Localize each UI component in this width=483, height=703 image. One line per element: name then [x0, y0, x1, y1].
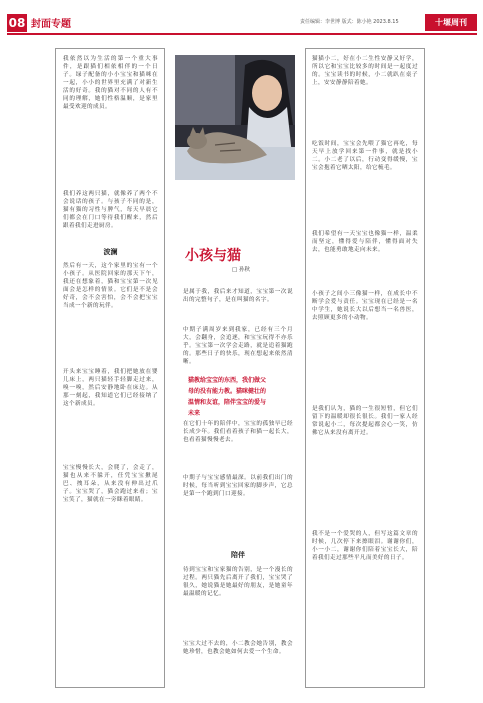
col3-paragraph-2: 吃饭时间，宝宝会先喂了猫它再吃，每天早上放学回来第一件事，就是找小二。小二老了以后，行动变得缓慢，宝宝会抱着它晒太阳，给它梳毛。: [312, 141, 418, 171]
col3-paragraph-1: 猫猫小二，好在小二生性安静又好学，所以它和宝宝比较多的时间是一起度过的。宝宝读书的时候，小二就趴在桌子上，安安静静陪着她。: [312, 56, 418, 86]
editor-meta: 责任编辑：李世博 版式：陈小艳 2023.8.15: [300, 19, 399, 25]
col1-paragraph-4: 开头来宝宝睡着，我们把她放在婴儿床上，两只猫轻手轻脚走过来，嗅一嗅，然后安静地卧在床边。从那一刻起，我知道它们已经接纳了这个新成员。: [63, 369, 158, 407]
col1-paragraph-5: 宝宝慢慢长大，会爬了，会走了，猫也从来不躲开，任凭宝宝揪尾巴、拽耳朵，从来没有伸出过爪子。宝宝哭了，猫会跑过来看；宝宝笑了，猫就在一旁眯着眼睛。: [63, 465, 158, 503]
col2-paragraph-5: 待到宝宝和宝家猫的告别，是一个漫长的过程。两只猫先后离开了我们，宝宝哭了很久，她说猫是她最好的朋友，是她童年最温暖的记忆。: [183, 567, 293, 597]
col1-paragraph-3: 然后有一天，这个家里的宝有一个小孩子。从医院回家的那天下午，我还在想象着，猫和宝宝第一次见面会是怎样的情景。它们是不是会好奇，会不会害怕，会不会把宝宝当成一个新的玩伴。: [63, 263, 158, 309]
col2-paragraph-3: 在它们十年的陪伴中，宝宝的孤独早已经长成少年。我们看着孩子和猫一起长大，也看着猫慢慢老去。: [183, 421, 293, 443]
col1-paragraph-1: 我依然以为生活的第一个重大事件，是跟猫们相依相伴的一个日子。绿子配备的小小宝宝和猫咪在一起，小小的世界里充满了对新生活的好奇。我的猫对不同的人有不同的理解，她们性格温顺，是家里最受欢迎的成员。: [63, 56, 158, 110]
article-title: 小孩与猫: [185, 248, 241, 264]
col1-paragraph-2: 我们养这两只猫，就像养了两个不会说话的孩子。与孩子不同的是，猫有猫的习性与脾气，每天早晨它们都会在门口等待我们醒来，然后跟着我们走进厨房。: [63, 191, 158, 229]
col2-paragraph-6: 宝宝大过不去的，小二教会她告别，教会她珍惜，也教会她如何去爱一个生命。: [183, 641, 293, 655]
col2-paragraph-1: 是属于我，我后来才知道，宝宝第一次说出的完整句子，是在叫猫的名字。: [183, 289, 293, 303]
masthead-logo: 十堰周刊: [425, 14, 477, 31]
pull-quote: 猫教给宝宝的东西，我们做父母的没有能力教。猫咪健壮的温情和友谊，陪伴宝宝的爱与未来: [188, 377, 267, 417]
subhead-1: 波澜: [103, 248, 118, 256]
col2-paragraph-4: 中期子与宝宝感情最深。以前我们出门的时候，每当听到宝宝回家的脚步声，它总是第一个跑到门口迎接。: [183, 475, 293, 497]
article-byline: □ 孙秋: [232, 267, 250, 273]
header-rule: [7, 33, 477, 35]
section-name: 封面专题: [31, 19, 71, 30]
girl-with-cat-photo: [175, 55, 295, 180]
col3-paragraph-6: 我不是一个爱哭的人，但写这篇文章的时候，几次停下来擦眼泪。谢谢你们，小一小二，谢谢你们陪着宝宝长大，陪着我们走过那些平凡而美好的日子。: [312, 531, 418, 561]
page-number: 08: [8, 16, 26, 30]
col3-paragraph-5: 是我们认为，猫的一生很短暂，但它们留下的温暖却很长很长。我们一家人经常说起小二，每次提起都会心一笑，仿佛它从来没有离开过。: [312, 406, 418, 436]
col2-paragraph-2: 中期子满周岁来到我家，已经有三个月大，会翻身，会追逐，和宝宝玩得不亦乐乎。宝宝第一次学会走路，就是追着猫跑的。那些日子的快乐，现在想起来依然清晰。: [183, 327, 293, 365]
col3-paragraph-4: 小孩子之间小三像猫一样，在成长中不断学会爱与责任。宝宝现在已经是一名中学生，她说长大以后想当一名兽医，去照顾更多的小动物。: [312, 291, 418, 321]
col3-paragraph-3: 我们希望有一天宝宝也像猫一样，温柔而坚定，懂得爱与陪伴，懂得面对失去，也能勇敢地走向未来。: [312, 231, 418, 253]
subhead-2: 陪伴: [231, 551, 245, 559]
